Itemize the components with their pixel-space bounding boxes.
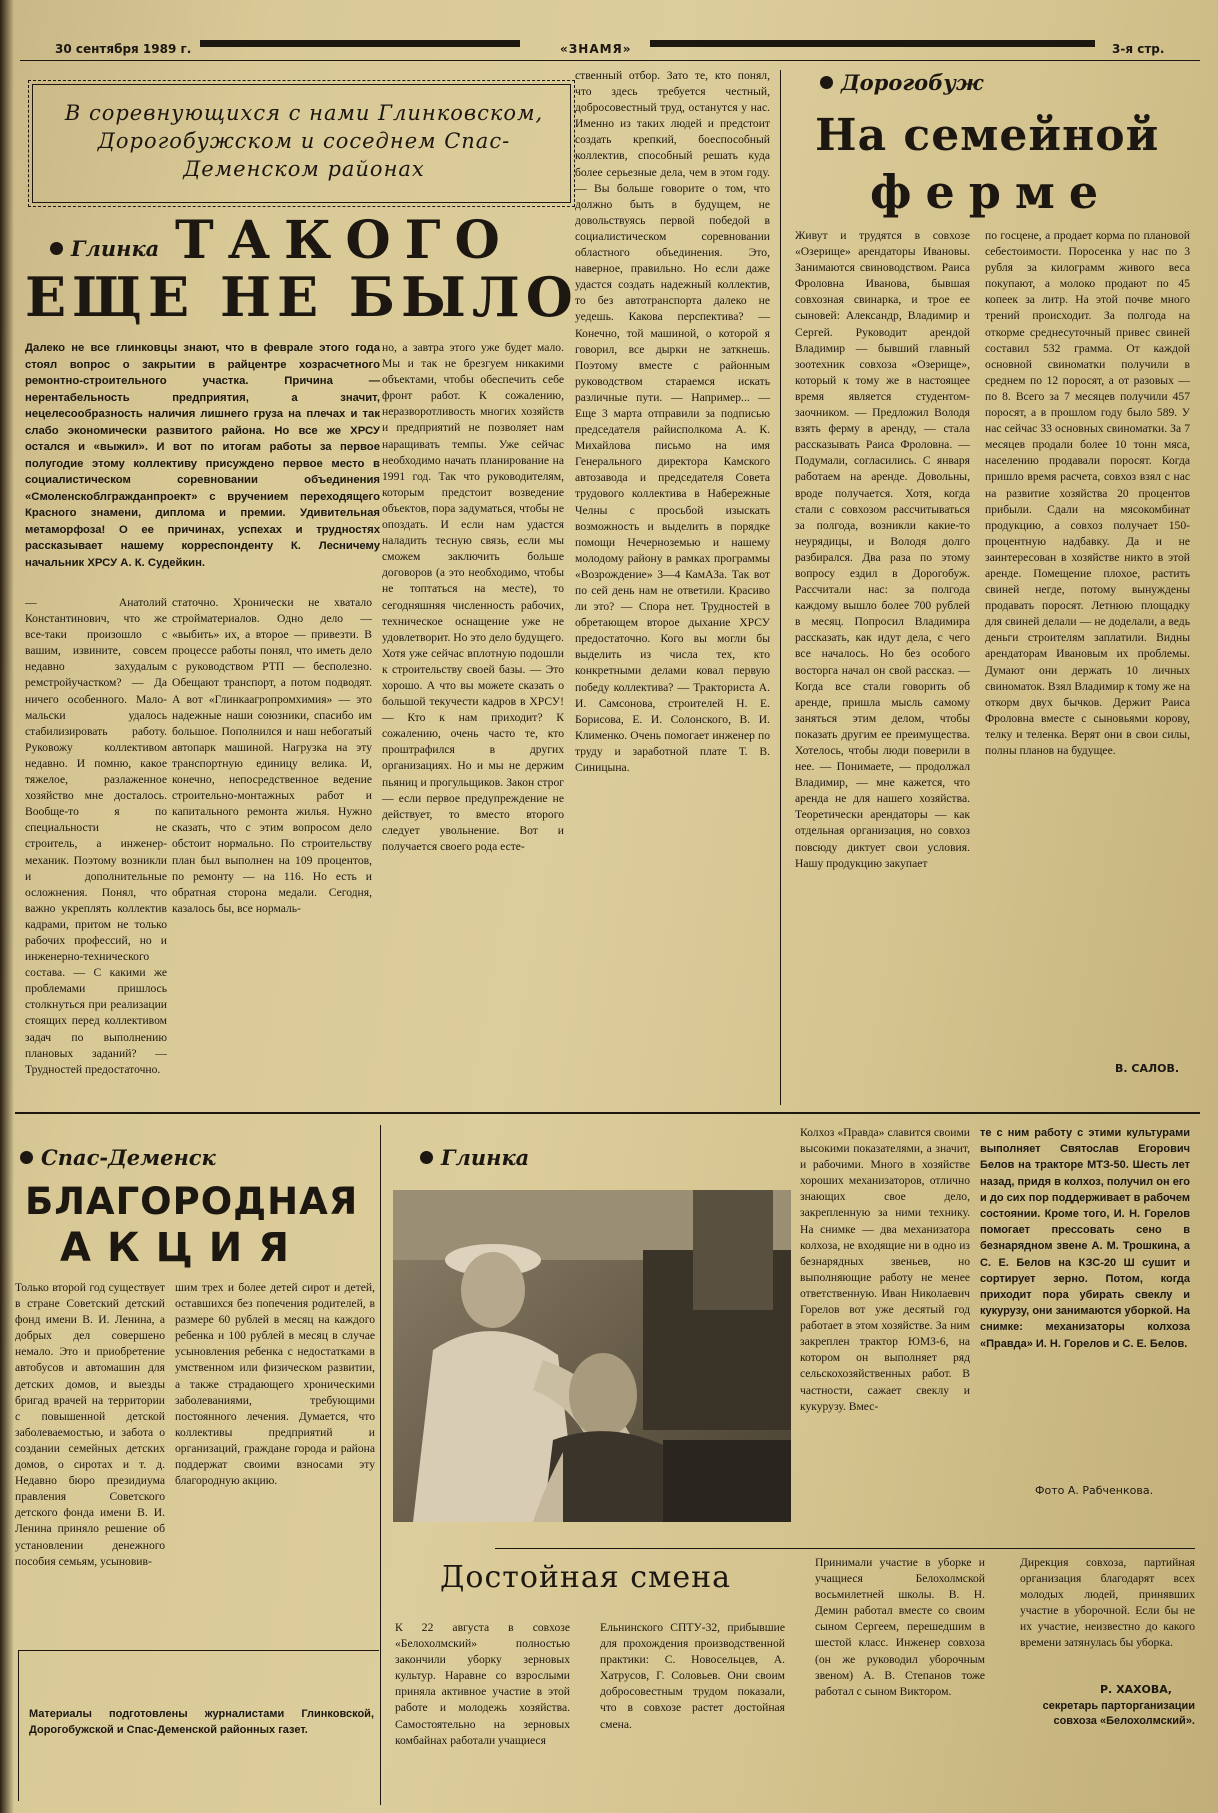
- bullet-icon: [420, 1151, 433, 1164]
- photo-kicker-label: Глинка: [441, 1145, 530, 1170]
- smena-signature-title: секретарь парторганизации совхоза «Белохолмский».: [1042, 1700, 1195, 1727]
- spas-headline-2: АКЦИЯ: [60, 1225, 306, 1271]
- spas-col-1: Только второй год существует в стране Советский детский фонд имени В. И. Ленина, а добрых дел совершено немало. Это и приобретение автобусов и автомашин для детских домов, и выезды бригад врачей на территории с повышенной детской заболеваемостью, и забота о создании семейных детских домов, о сиротах и т. д. Недавно бюро президиума правления Советского детского фонда имени В. И. Ленина приняло решение об установлении денежного пособия семьям, усыновив-: [15, 1281, 165, 1568]
- mechanics-photo: [393, 1190, 791, 1522]
- photo-kicker: [420, 1145, 529, 1170]
- masthead-bar-right: [650, 40, 1095, 47]
- footnote-box: [18, 1650, 379, 1801]
- smena-col-3: Принимали участие в уборке и учащиеся Белохолмской восьмилетней школы. В. Н. Демин работал вместе со своим сыном Сергеем, перешедшим в шестой класс. Инженер совхоза (он же руководил уборочным звеном) А. В. Степанов тоже работал с сыном Виктором.: [815, 1556, 985, 1698]
- banner-text: В соревнующихся с нами Глинковском, Дорогобужском и соседнем Спас-Деменском районах: [64, 101, 544, 181]
- bullet-icon: [50, 242, 63, 255]
- glinka-headline-2: ЕЩЕ НЕ БЫЛО: [25, 265, 579, 329]
- masthead-rule: [20, 60, 1200, 61]
- glinka-lead: Далеко не все глинковцы знают, что в феврале этого года стоял вопрос о закрытии в райцентре хозрасчетного ремонтно-строительного участка. Причина — нерентабельность предприятия, а значит, нецелесообразность наличия лишнего груза на плечах и так слабо экономически развитого района. Но все же ХРСУ остался и «выжил». И вот по итогам работы за первое полугодие этому коллективу присуждено первое место в социалистическом соревновании объединения «Смоленскоблгражданпроект» с вручением переходящего Красного знамени, диплома и премии. Удивительная метаморфоза! О ее причинах, успехах и трудностях рассказывает нашему корреспонденту К. Лесничему начальник ХРСУ А. К. Судейкин.: [25, 342, 380, 569]
- glinka-kicker: [50, 236, 159, 261]
- paper-name: «ЗНАМЯ»: [560, 42, 632, 56]
- page-number: 3-я стр.: [1112, 42, 1165, 56]
- smena-headline: Достойная смена: [440, 1560, 732, 1595]
- dorogobuzh-col-1: Живут и трудятся в совхозе «Озерище» арендаторы Ивановы. Занимаются свиноводством. Раиса Фроловна Иванова, бывшая совхозная свинарка, и трое ее сыновей: Александр, Владимир и Сергей. Руководит арендой Владимир — бывший главный зоотехник совхоза «Озерище», который к тому же в настоящее время является студентом-заочником. — Предложил Володя взять ферму в аренду, — стала рассказывать Раиса Фроловна. — Подумали, согласились. С января работаем на аренде. Довольны, вроде получается. Хотя, когда стали с совхозом рассчитываться за полгода, возникли какие-то неурядицы, и Володя долго разбирался. Два раза по этому вопросу ездил в Дорогобуж. Рассчитали нас: за полгода каждому вышло более 700 рублей в месяц. Попросил Владимира рассказать, как идут дела, с чего все началось. Но без особого восторга начал он свой рассказ. — Когда все стали говорить об аренде, пришла мысль самому заняться этим делом, чтобы показать другим ее преимущества. Хотелось, чтобы люди поверили в нее. — Понимаете, — продолжал Владимир, — мне кажется, что аренда не для нашего хозяйства. Теоретически арендаторы — как отдельная организация, но совхоз повсюду диктует свои условия. Нашу продукцию закупает: [795, 229, 970, 870]
- column-divider-lower: [380, 1125, 381, 1805]
- glinka-headline-1: ТАКОГО: [175, 210, 514, 271]
- dorogobuzh-headline-1: На семейной: [815, 110, 1160, 161]
- spas-headline-1: БЛАГОРОДНАЯ: [25, 1180, 359, 1223]
- dorogobuzh-kicker-label: Дорогобуж: [841, 70, 984, 95]
- press-photo: [393, 1190, 791, 1522]
- dorogobuzh-signature: В. САЛОВ.: [1115, 1062, 1180, 1075]
- glinka-col-4: ственный отбор. Зато те, кто понял, что здесь требуется честный, добросовестный труд, останутся у нас. Именно из таких людей и предстоит создать крепкий, боеспособный коллектив, способный решать куда более серьезные дела, чем в этом году. — Вы больше говорите о том, что должно быть в будущем, не довольствуясь первой победой в социалистическом соревновании областного объединения. Это, наверное, правильно. Но если даже удастся создать надежный коллектив, то без автотранспорта далеко не уедешь. Какова перспектива? — Конечно, той машиной, о которой я говорил, все дырки не заткнешь. Поэтому вместе с районным руководством стараемся искать различные пути. — Например... — Еще 3 марта отправили за подписью председателя райисполкома А. К. Михайлова письмо на имя Генерального директора Камского автозавода и председателя Совета трудового коллектива в Набережные Челны с просьбой изыскать возможность и выделить в порядке помощи Нечерноземью и нашему молодому району в рамках программы «Возрождение» 3—4 КамАЗа. Так вот по сей день нам не ответили. Красиво ли это? — Спора нет. Трудностей в обретающем второе дыхание ХРСУ предостаточно. Кого вы могли бы выделить из числа тех, кто конкретными делами ковал первую победу коллектива? — Тракториста А. И. Самсонова, строителей Н. Е. Борисова, Е. И. Солонского, В. И. Клименко. Очень помогает инженер по труду и заработной плате Т. В. Синицына.: [575, 69, 770, 775]
- glinka-col-2: статочно. Хронически не хватало стройматериалов. Одно дело — «выбить» их, а второе — привезти. В процессе работы понял, что иметь дело с руководством РТП — бесполезно. Обещают транспорт, а потом подводят. А вот «Глинкаагропромхимия» — это надежные наши союзники, спасибо им большое. Пополнился и наш небогатый автопарк машиной. Нагрузка на эту транспортную единицу велика. И, конечно, непосредственное ведение строительно-монтажных работ и капитального ремонта жилья. Нужно сказать, что с этим вопросом дело обстоит нормально. По строительству план был выполнен на 109 процентов, по ремонту — на 116. Но есть и обратная сторона медали. Сегодня, казалось бы, все нормаль-: [172, 596, 372, 915]
- masthead-bar-left: [200, 40, 520, 47]
- smena-col-2: Ельнинского СПТУ-32, прибывшие для прохождения производственной практики: С. Новосельцев, А. Хатрусов, Г. Соловьев. Они своим добросовестным трудом показали, что в совхозе растет достойная смена.: [600, 1621, 785, 1731]
- glinka-kicker-label: Глинка: [71, 236, 160, 261]
- competition-banner: [28, 80, 575, 207]
- section-divider: [15, 1112, 1200, 1114]
- dorogobuzh-kicker: [820, 70, 983, 95]
- spas-kicker: [20, 1145, 216, 1170]
- smena-signature: Р. ХАХОВА,: [1100, 1683, 1172, 1696]
- column-divider: [780, 70, 781, 1105]
- bullet-icon: [20, 1151, 33, 1164]
- dorogobuzh-headline-2: ферме: [870, 165, 1113, 219]
- photo-col-1: Колхоз «Правда» славится своими высокими показателями, а значит, и рабочими. Много в хозяйстве хороших механизаторов, отлично знающих свое дело, закрепленную за ними технику. На снимке — два механизатора колхоза, не входящие ни в одно из безнарядных звеньев, но выполняющие работу не менее ответственную. Иван Николаевич Горелов вот уже десятый год работает в этом хозяйстве. За ним закреплен трактор ЮМЗ-6, на котором он выполняет ряд сельскохозяйственных работ. В частности, сажает свеклу и кукурузу. Вмес-: [800, 1126, 970, 1413]
- smena-col-1: К 22 августа в совхозе «Белохолмский» полностью закончили уборку зерновых культур. Наравне со взрослыми приняла активное участие в этой работе и молодежь хозяйства. Самостоятельно на зерновых комбайнах работали учащиеся: [395, 1621, 570, 1747]
- photo-col-2: те с ним работу с этими культурами выполняет Святослав Егорович Белов на тракторе МТЗ-50. Шесть лет назад, придя в колхоз, получил он его и до сих пор поддерживает в рабочем состоянии. Кроме того, И. Н. Горелов помогает прессовать сено в безнарядном звене А. М. Трошкина, а С. Е. Белов на КЗС-20 Ш сушит и сортирует зерно. Потом, когда приходит пора убирать свеклу и кукурузу, они занимаются уборкой. На снимке: механизаторы колхоза «Правда» И. Н. Горелов и С. Е. Белов.: [980, 1127, 1190, 1350]
- page-edge: [0, 0, 14, 1813]
- bullet-icon: [820, 76, 833, 89]
- glinka-col-3: но, а завтра этого уже будет мало. Мы и так не брезгуем никакими объектами, чтобы обеспечить себе фронт работ. К сожалению, неразворотливость многих хозяйств и предприятий не позволяет нам наращивать темпы. Уже сейчас необходимо начать планирование на 1991 год. Так что руководителям, которым предстоит возведение объектов, пора задуматься, чтобы не опоздать. И если нам удастся наладить тесную связь, если мы сможем заключить больше договоров (а это необходимо, чтобы не топтаться на месте), то сегодняшняя численность рабочих, техническое оснащение уже не удовлетворит. Но это дело будущего. Хотя уже сейчас вплотную подошли к строительству своей базы. — Это хорошо. А что вы можете сказать о большой текучести кадров в ХРСУ! — Кто к нам приходит? К сожалению, очень часто те, кто проштрафился в других организациях. Но и мы не держим пьяниц и прогульщиков. Закон строг — если первое предупреждение не действует, то вместо второго следует увольнение. Вот и получается своего рода есте-: [382, 341, 564, 853]
- smena-rule: [495, 1548, 1195, 1549]
- spas-kicker-label: Спас-Деменск: [41, 1145, 216, 1170]
- smena-col-4: Дирекция совхоза, партийная организация благодарят всех молодых людей, принявших участие в уборочной. Если бы не их участие, неизвестно до какого времени затянулась бы уборка.: [1020, 1556, 1195, 1650]
- materials-footnote: Материалы подготовлены журналистами Глинковской, Дорогобужской и Спас-Деменской районных газет.: [29, 1708, 374, 1736]
- spas-col-2: шим трех и более детей сирот и детей, оставшихся без попечения родителей, в размере 60 рублей в месяц на каждого ребенка и 100 рублей в месяц в случае усыновления ребенка с недостатками в умственном или физическом развитии, а также страдающего хроническими заболеваниями, требующими постоянного лечения. Думается, что коллективы предприятий и организаций, граждане города и района поддержат своими взносами эту благородную акцию.: [175, 1281, 375, 1488]
- photo-credit: Фото А. Рабченкова.: [1035, 1484, 1154, 1497]
- dorogobuzh-col-2: по госцене, а продает корма по плановой себестоимости. Поросенка у нас по 3 рубля за килограмм живого веса покупают, а молоко продают по 45 копеек за литр. На этой почве много трений происходит. За полгода на откорме среднесуточный привес свиней составил 532 грамма. От каждой основной свиноматки получили в среднем по 12 поросят, а от разовых — по 8. Всего за 7 месяцев получили 457 поросят, а в прошлом году было 589. У нас сейчас 33 основных свиноматки. За 7 месяцев продали более 10 тонн мяса, населению продавали поросят. Когда пришло время расчета, совхоз взял с нас на развитие хозяйства 20 процентов прибыли. Сдали на мясокомбинат продукцию, а совхоз получает 150-процентную надбавку. Да и не заинтересован в хозяйстве никто в этой аренде. Помещение плохое, растить свиней негде, потому вынуждены продавать поросят. Летнюю площадку для свиней делали — не доделали, а ведь деньги строителям заплатили. Видны арендаторам Ивановым их проблемы. Думают они держать 10 личных свиноматок. Взял Владимир к тому же на откорм двух бычков. Держит Раиса Фроловна вместе с сыновьями корову, телку и теленка. Верят они в свои силы, полны планов на будущее.: [985, 229, 1190, 757]
- issue-date: 30 сентября 1989 г.: [55, 42, 192, 56]
- glinka-col-1: — Анатолий Константинович, что же все-таки произошло с вашим, извините, совсем недавно захудалым ремстройучастком? — Да ничего особенного. Мало-мальски удалось стабилизировать работу. Руковожу коллективом недавно. И помню, какое тяжелое, разлаженное хозяйство мне досталось. Вообще-то я по специальности не строитель, а инженер-механик. Поэтому возникли и дополнительные осложнения. Понял, что важно укреплять коллектив кадрами, притом не только рабочих профессий, но и инженерно-технического состава. — С какими же проблемами пришлось столкнуться при реализации стоящих перед коллективом задач по выполнению плановых заданий? — Трудностей предостаточно.: [25, 596, 167, 1076]
